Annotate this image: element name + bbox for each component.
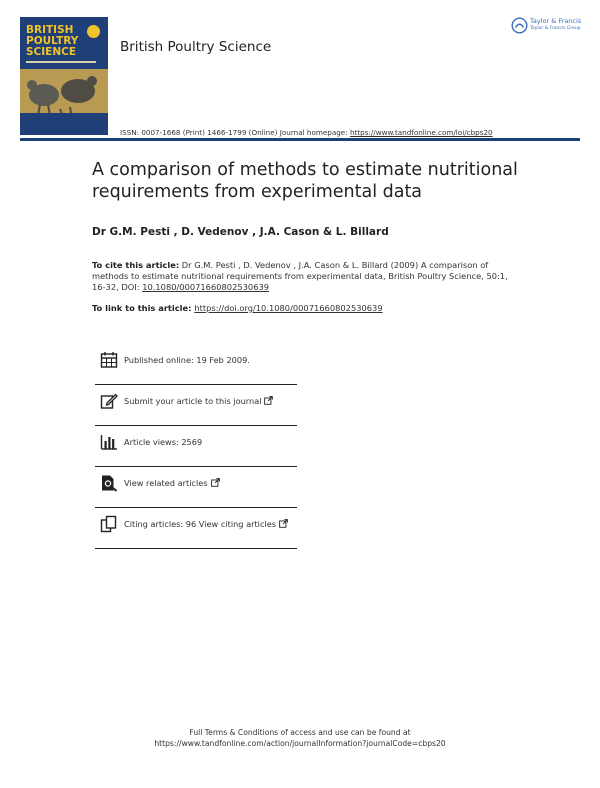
article-doi-url[interactable]: https://doi.org/10.1080/00071660802530639 bbox=[194, 303, 383, 313]
footer-terms-link[interactable]: https://www.tandfonline.com/action/journalInformation?journalCode=cbps20 bbox=[154, 739, 446, 748]
publisher-logo-line: Taylor & Francis bbox=[530, 17, 582, 25]
citing-articles-link[interactable] bbox=[124, 519, 288, 529]
copy-documents-icon bbox=[100, 515, 118, 533]
taylor-francis-logo-icon bbox=[511, 17, 528, 34]
publisher-logo-text bbox=[530, 18, 581, 32]
article-views-row bbox=[95, 426, 297, 467]
submit-article-link[interactable] bbox=[124, 396, 273, 406]
cover-subtitle-rule bbox=[26, 61, 96, 63]
cover-badge-icon bbox=[87, 25, 100, 38]
external-link-icon bbox=[211, 478, 220, 487]
published-row bbox=[95, 344, 297, 385]
citation-text: Dr G.M. Pesti , D. Vedenov , J.A. Cason & L. Billard (2009) A comparison of methods to estimate nutritional requirements from experimental data, British Poultry Science, 50:1, 16-32, DOI: bbox=[92, 260, 508, 293]
cover-title-line: POULTRY bbox=[26, 35, 79, 47]
published-date: Published online: 19 Feb 2009. bbox=[124, 355, 250, 365]
related-articles-link[interactable] bbox=[124, 478, 220, 488]
journal-homepage-link[interactable]: https://www.tandfonline.com/loi/cbps20 bbox=[349, 128, 493, 137]
doi-link[interactable]: 10.1080/00071660802530639 bbox=[142, 282, 270, 293]
cover-title-line: BRITISH bbox=[26, 24, 74, 36]
publisher-logo-line: Taylor & Francis Group bbox=[530, 26, 581, 31]
issn-text: ISSN: 0007-1668 (Print) 1466-1799 (Online) Journal homepage: bbox=[120, 128, 350, 137]
external-link-icon bbox=[264, 396, 273, 405]
publisher-logo[interactable] bbox=[511, 16, 586, 36]
journal-cover-image[interactable] bbox=[20, 17, 108, 135]
related-articles-row[interactable] bbox=[95, 467, 297, 508]
cover-footer-band bbox=[20, 113, 108, 135]
citation-label: To cite this article: bbox=[92, 260, 180, 270]
header-divider bbox=[20, 138, 580, 141]
article-link-label: To link to this article: bbox=[92, 303, 195, 313]
external-link-icon bbox=[279, 519, 288, 528]
cover-title-line: SCIENCE bbox=[26, 46, 77, 58]
calendar-icon bbox=[100, 351, 118, 369]
citing-articles-label: Citing articles: 96 View citing articles bbox=[124, 519, 277, 529]
bar-chart-icon bbox=[100, 433, 118, 451]
journal-name: British Poultry Science bbox=[120, 39, 272, 55]
submit-article-label: Submit your article to this journal bbox=[124, 396, 262, 406]
citing-articles-row[interactable] bbox=[95, 508, 297, 549]
cover-birds-illustration bbox=[20, 69, 108, 119]
terms-footer bbox=[0, 727, 600, 749]
citation-block bbox=[92, 260, 512, 294]
article-title: A comparison of methods to estimate nutritional requirements from experimental data bbox=[92, 160, 518, 202]
edit-pencil-icon bbox=[100, 392, 118, 410]
article-views: Article views: 2569 bbox=[124, 437, 203, 447]
article-info-list bbox=[95, 344, 297, 549]
document-search-icon bbox=[100, 474, 118, 492]
article-link-line bbox=[92, 303, 383, 313]
submit-article-row[interactable] bbox=[95, 385, 297, 426]
article-authors: Dr G.M. Pesti , D. Vedenov , J.A. Cason & L. Billard bbox=[92, 226, 389, 238]
related-articles-label: View related articles bbox=[124, 478, 208, 488]
footer-line: Full Terms & Conditions of access and use can be found at bbox=[189, 728, 411, 737]
issn-line bbox=[120, 128, 493, 137]
